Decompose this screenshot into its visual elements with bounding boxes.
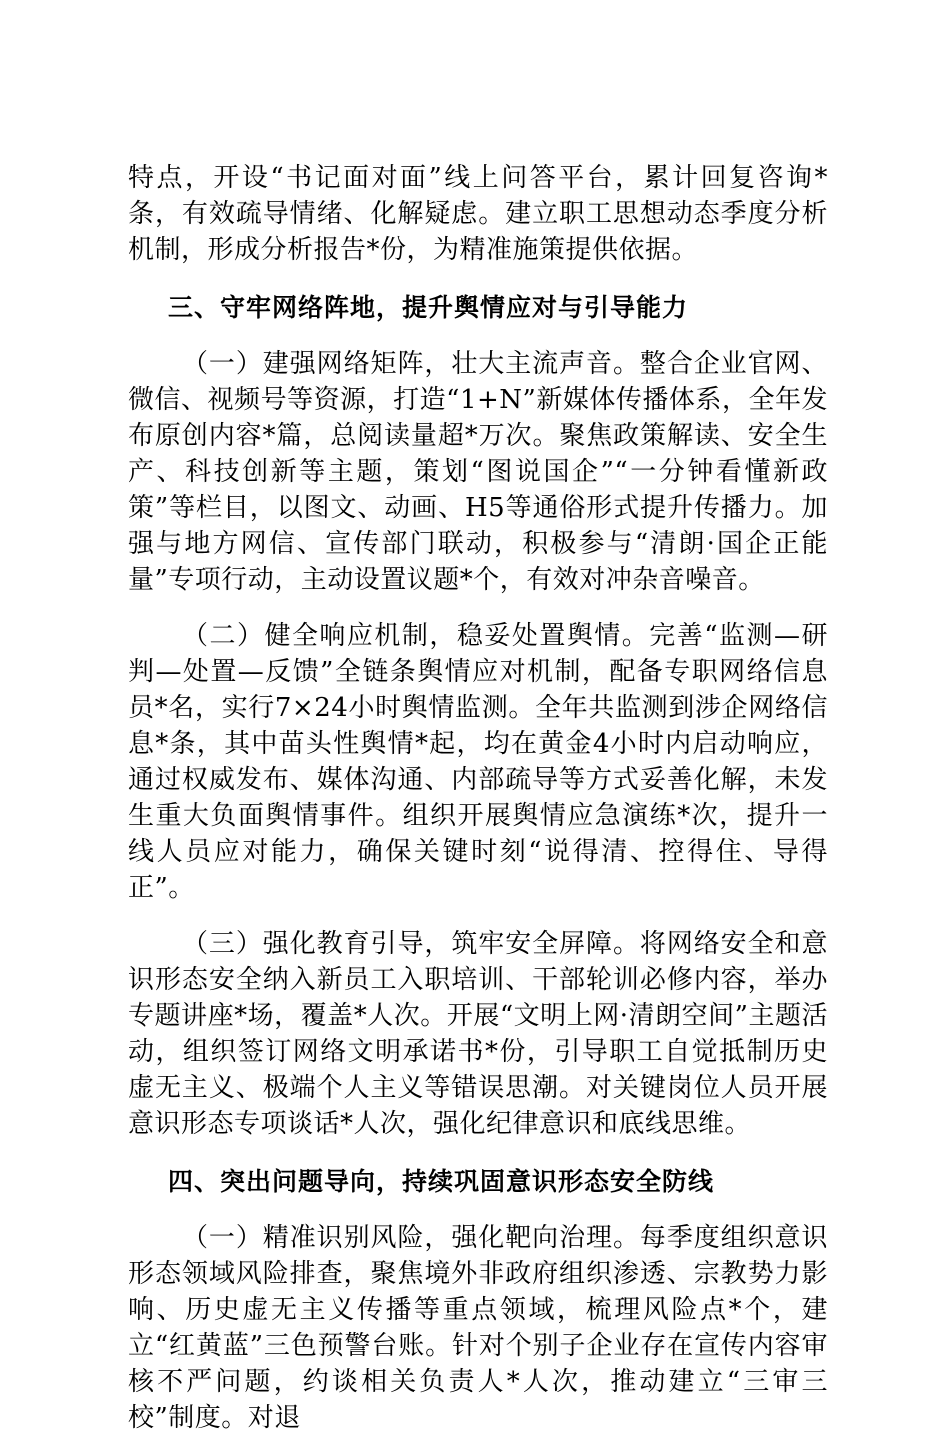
document-body bbox=[128, 160, 828, 1436]
paragraph-continued: 特点，开设“书记面对面”线上问答平台，累计回复咨询*条，有效疏导情绪、化解疑虑。建立职工思想动态季度分析机制，形成分析报告*份，为精准施策提供依据。 bbox=[128, 163, 828, 265]
section-heading-3: 三、守牢网络阵地，提升舆情应对与引导能力 bbox=[168, 293, 689, 322]
section-heading-4: 四、突出问题导向，持续巩固意识形态安全防线 bbox=[168, 1167, 715, 1196]
paragraph-3-1: （一）建强网络矩阵，壮大主流声音。整合企业官网、微信、视频号等资源，打造“1+N”新媒体传播体系，全年发布原创内容*篇，总阅读量超*万次。聚焦政策解读、安全生产、科技创新等主题，策划“图说国企”“一分钟看懂新政策”等栏目，以图文、动画、H5等通俗形式提升传播力。加强与地方网信、宣传部门联动，积极参与“清朗·国企正能量”专项行动，主动设置议题*个，有效对冲杂音噪音。 bbox=[128, 349, 828, 595]
paragraph-3-3: （三）强化教育引导，筑牢安全屏障。将网络安全和意识形态安全纳入新员工入职培训、干部轮训必修内容，举办专题讲座*场，覆盖*人次。开展“文明上网·清朗空间”主题活动，组织签订网络文明承诺书*份，引导职工自觉抵制历史虚无主义、极端个人主义等错误思潮。对关键岗位人员开展意识形态专项谈话*人次，强化纪律意识和底线思维。 bbox=[128, 929, 828, 1139]
paragraph-3-2: （二）健全响应机制，稳妥处置舆情。完善“监测—研判—处置—反馈”全链条舆情应对机制，配备专职网络信息员*名，实行7×24小时舆情监测。全年共监测到涉企网络信息*条，其中苗头性舆情*起，均在黄金4小时内启动响应，通过权威发布、媒体沟通、内部疏导等方式妥善化解，未发生重大负面舆情事件。组织开展舆情应急演练*次，提升一线人员应对能力，确保关键时刻“说得清、控得住、导得正”。 bbox=[128, 621, 828, 903]
paragraph-4-1: （一）精准识别风险，强化靶向治理。每季度组织意识形态领域风险排查，聚焦境外非政府组织渗透、宗教势力影响、历史虚无主义传播等重点领域，梳理风险点*个，建立“红黄蓝”三色预警台账。针对个别子企业存在宣传内容审核不严问题，约谈相关负责人*人次，推动建立“三审三校”制度。对退 bbox=[128, 1223, 828, 1433]
